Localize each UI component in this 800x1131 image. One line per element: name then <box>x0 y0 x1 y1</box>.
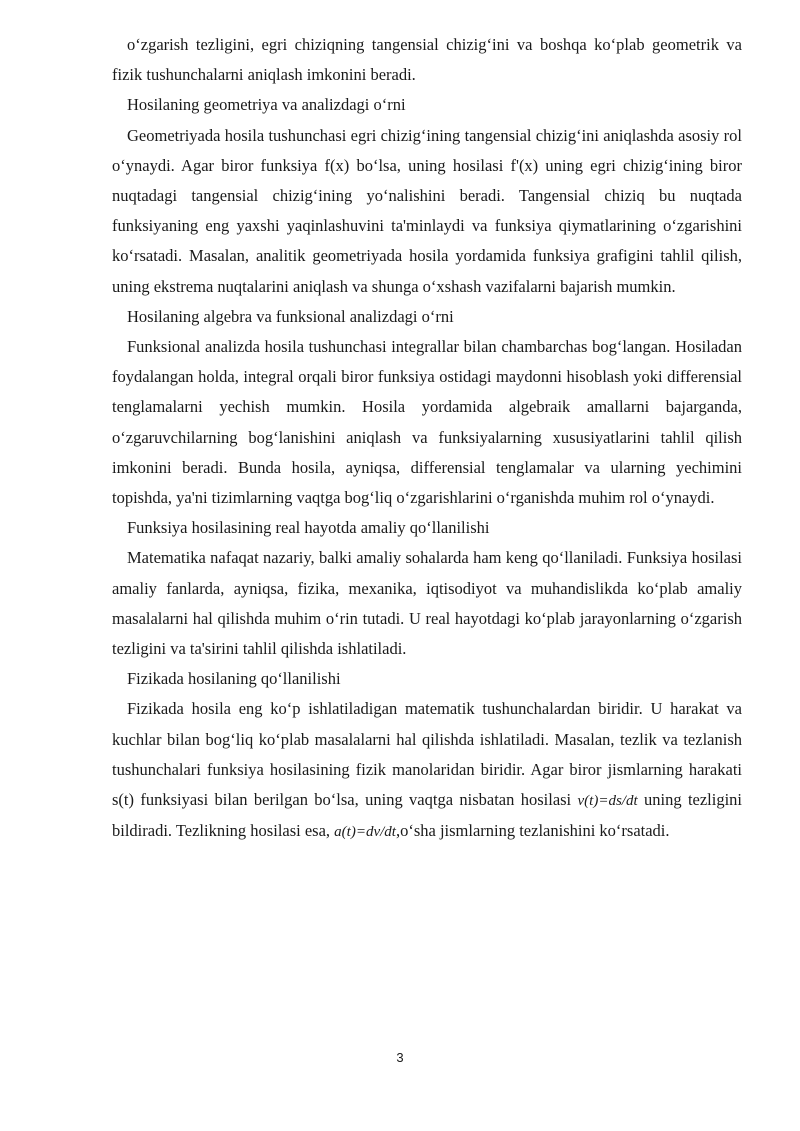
section-heading-real-life: Funksiya hosilasining real hayotda amaliy qo‘llanilishi <box>127 518 490 538</box>
acceleration-formula: a(t)=dv/dt <box>334 824 396 841</box>
paragraph-functional-analysis: Funksional analizda hosila tushunchasi integrallar bilan chambarchas bog‘langan. Hosiladan foydalangan holda, integral orqali biror funksiya ostidagi maydonni hisoblash yoki differensial tenglamalarni yechish mumkin. Hosila yordamida algebraik amallarni bajarganda, o‘zgaruvchilarning bog‘lanishini aniqlash va funksiyalarning xususiyatlarini tahlil qilish imkonini beradi. Bunda hosila, ayniqsa, differensial tenglamalar va ularning yechimini topishda, ya'ni tizimlarning vaqtga bog‘liq o‘zgarishlarini o‘rganishda muhim rol o‘ynaydi. <box>112 337 742 508</box>
paragraph-physics <box>112 694 742 847</box>
velocity-formula: v(t)=ds/dt <box>577 793 638 810</box>
paragraph-intro-continuation: o‘zgarish tezligini, egri chiziqning tangensial chizig‘ini va boshqa ko‘plab geometrik va fizik tushunchalarni aniqlash imkonini beradi. <box>112 35 742 85</box>
section-heading-geometry: Hosilaning geometriya va analizdagi o‘rni <box>127 95 406 115</box>
section-heading-algebra: Hosilaning algebra va funksional analizdagi o‘rni <box>127 306 454 326</box>
page-number: 3 <box>396 1050 404 1065</box>
physics-text-part-2: uning tezligini bildiradi. Tezlikning hosilasi esa, <box>112 790 743 841</box>
section-heading-physics: Fizikada hosilaning qo‘llanilishi <box>127 669 341 689</box>
physics-text-part-1: Fizikada hosila eng ko‘p ishlatiladigan matematik tushunchalardan biridir. U harakat va kuchlar bilan bog‘liq ko‘plab masalalarni hal qilishda ishlatiladi. Masalan, tezlik va tezlanish tushunchalari funksiya hosilasining fizik manolaridan biridir. Agar biror jismlarning harakati s(t) funksiyasi bilan berilgan bo‘lsa, uning vaqtga nisbatan hosilasi <box>112 699 742 810</box>
paragraph-applied: Matematika nafaqat nazariy, balki amaliy sohalarda ham keng qo‘llaniladi. Funksiya hosilasi amaliy fanlarda, ayniqsa, fizika, mexanika, iqtisodiyot va muhandislikda ko‘plab amaliy masalalarni hal qilishda muhim o‘rin tutadi. U real hayotdagi ko‘plab jarayonlarning o‘zgarish tezligini va ta'sirini tahlil qilishda ishlatiladi. <box>112 548 742 659</box>
paragraph-geometry: Geometriyada hosila tushunchasi egri chizig‘ining tangensial chizig‘ini aniqlashda asosiy rol o‘ynaydi. Agar biror funksiya f(x) bo‘lsa, uning hosilasi f'(x) uning egri chizig‘ining biror nuqtadagi tangensial chizig‘ining yo‘nalishini beradi. Tangensial chiziq bu nuqtada funksiyaning eng yaxshi yaqinlashuvini ta'minlaydi va funksiya qiymatlarining o‘zgarishini ko‘rsatadi. Masalan, analitik geometriyada hosila yordamida funksiya grafigini tahlil qilish, uning ekstrema nuqtalarini aniqlash va shunga o‘xshash vazifalarni bajarish mumkin. <box>112 125 742 296</box>
document-body <box>112 30 742 847</box>
physics-text-part-3: ,o‘sha jismlarning tezlanishini ko‘rsatadi. <box>395 821 670 841</box>
